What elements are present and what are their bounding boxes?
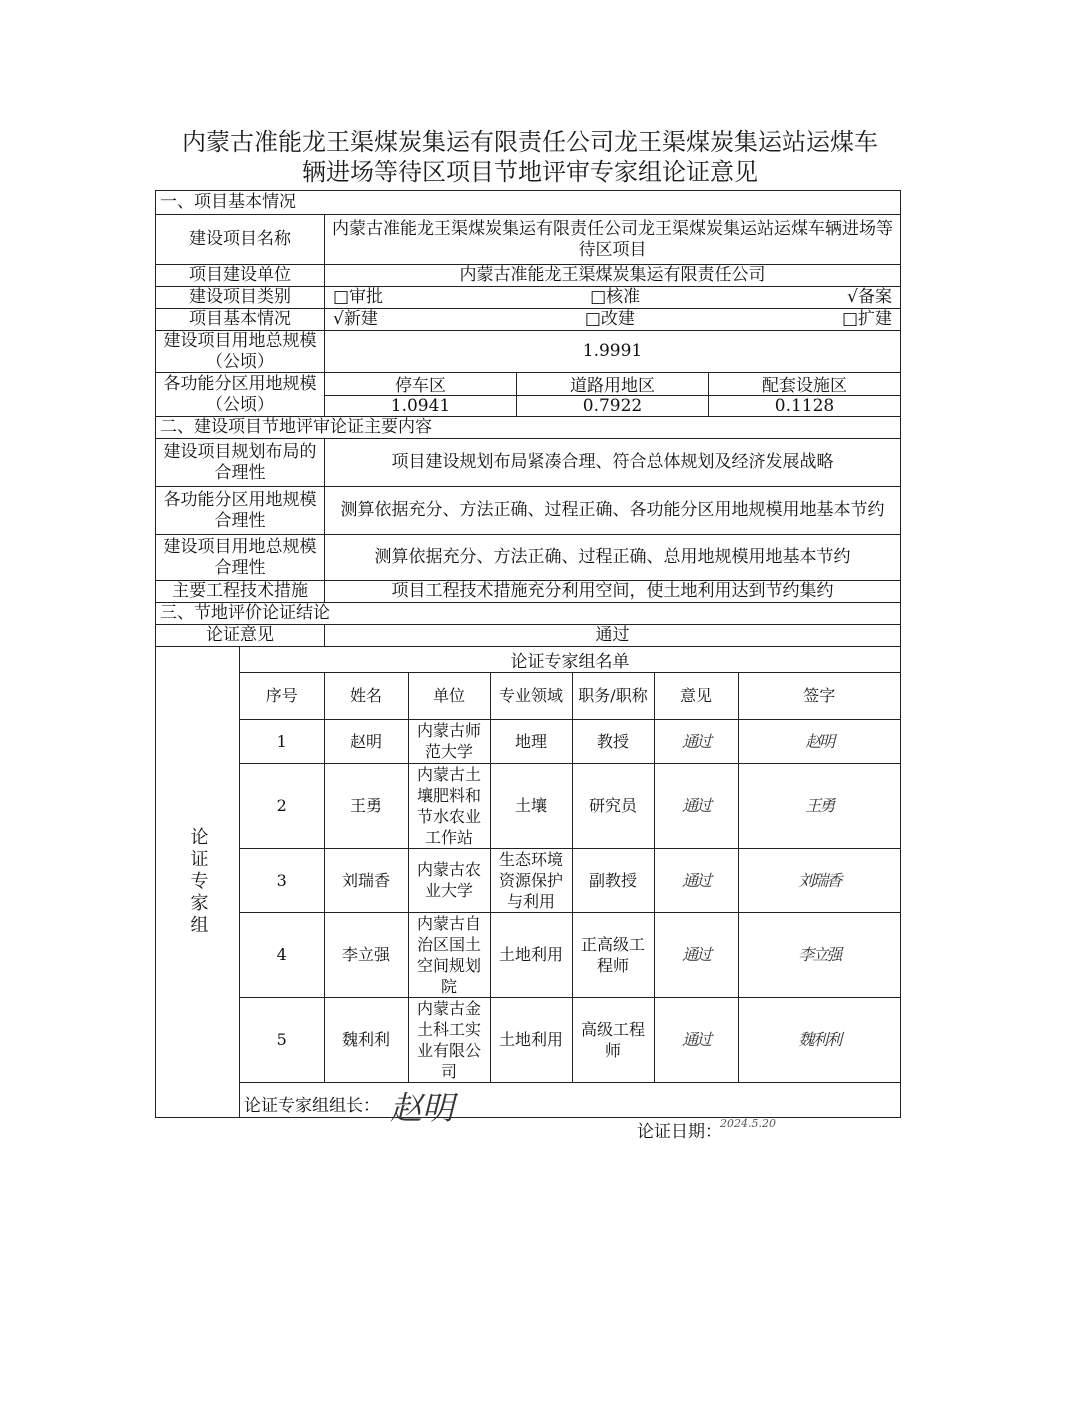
expert-field: 生态环境资源保护与利用	[490, 848, 572, 912]
expert-title: 副教授	[572, 848, 654, 912]
expert-panel-inner	[240, 647, 900, 1142]
expert-signature: 李立强	[738, 912, 900, 997]
section2-heading-row	[155, 416, 901, 438]
expert-unit: 内蒙古自治区国土空间规划院	[408, 912, 490, 997]
review-item-text: 项目建设规划布局紧凑合理、符合总体规划及经济发展战略	[324, 439, 900, 486]
expert-no: 4	[240, 912, 324, 997]
header-cell: 专业领域	[490, 673, 572, 719]
date-value: 2024.5.20	[720, 1116, 776, 1130]
review-form	[155, 190, 901, 1142]
category-row	[155, 286, 901, 308]
expert-signature: 王勇	[738, 763, 900, 848]
zone-column	[708, 373, 900, 416]
section3-heading-row	[155, 602, 901, 624]
expert-opinion-handwritten: 通过	[654, 763, 738, 848]
expert-title: 正高级工程师	[572, 912, 654, 997]
expert-title: 研究员	[572, 763, 654, 848]
zone-value: 0.1128	[709, 395, 900, 417]
expert-opinion-handwritten: 通过	[654, 997, 738, 1082]
status-option-new: √新建	[333, 309, 378, 329]
expert-field: 土壤	[490, 763, 572, 848]
zone-column	[325, 373, 516, 416]
review-item-row	[155, 580, 901, 602]
review-item-label: 各功能分区用地规模合理性	[163, 489, 317, 531]
status-row	[155, 308, 901, 330]
expert-unit: 内蒙古金土科工实业有限公司	[408, 997, 490, 1082]
unit-row	[155, 264, 901, 286]
review-item-text: 测算依据充分、方法正确、过程正确、总用地规模用地基本节约	[324, 535, 900, 580]
zones-label: 各功能分区用地规模（公顷）	[163, 373, 317, 415]
expert-no: 3	[240, 848, 324, 912]
review-item-text: 测算依据充分、方法正确、过程正确、各功能分区用地规模用地基本节约	[324, 487, 900, 534]
document-title	[150, 127, 910, 187]
expert-name: 刘瑞香	[324, 848, 408, 912]
status-label: 项目基本情况	[189, 309, 291, 329]
expert-name: 魏利利	[324, 997, 408, 1082]
expert-field: 土地利用	[490, 997, 572, 1082]
expert-name: 赵明	[324, 719, 408, 763]
expert-field: 地理	[490, 719, 572, 763]
expert-title: 高级工程师	[572, 997, 654, 1082]
header-cell: 意见	[654, 673, 738, 719]
expert-no: 2	[240, 763, 324, 848]
table-row	[240, 763, 900, 848]
table-row	[240, 912, 900, 997]
section2-heading: 二、建设项目节地评审论证主要内容	[160, 417, 432, 437]
zone-name: 配套设施区	[762, 376, 847, 397]
category-option-approval: □审批	[333, 287, 384, 307]
zone-value: 1.0941	[325, 395, 516, 417]
title-line-1: 内蒙古准能龙王渠煤炭集运有限责任公司龙王渠煤炭集运站运煤车	[182, 128, 878, 156]
header-cell: 姓名	[324, 673, 408, 719]
section3-heading: 三、节地评价论证结论	[160, 603, 330, 623]
expert-no: 5	[240, 997, 324, 1082]
opinion-label: 论证意见	[206, 625, 274, 645]
table-row	[240, 997, 900, 1082]
review-item-label: 建设项目用地总规模合理性	[163, 536, 317, 578]
section1-heading: 一、项目基本情况	[160, 192, 296, 212]
expert-table	[240, 673, 900, 1083]
project-name-row	[155, 214, 901, 264]
expert-no: 1	[240, 719, 324, 763]
leader-label: 论证专家组组长：	[244, 1095, 380, 1116]
expert-unit: 内蒙古师范大学	[408, 719, 490, 763]
category-label: 建设项目类别	[189, 287, 291, 307]
expert-signature: 赵明	[738, 719, 900, 763]
review-item-row	[155, 438, 901, 486]
status-option-expand: □扩建	[841, 309, 892, 329]
category-option-record: √备案	[847, 287, 892, 307]
header-cell: 序号	[240, 673, 324, 719]
header-cell: 单位	[408, 673, 490, 719]
expert-opinion-handwritten: 通过	[654, 719, 738, 763]
review-item-label: 主要工程技术措施	[172, 581, 308, 601]
review-item-row	[155, 534, 901, 580]
zone-name: 停车区	[395, 376, 446, 397]
zones-grid	[324, 373, 900, 416]
total-area-value: 1.9991	[324, 331, 900, 372]
zones-row	[155, 372, 901, 416]
section1-heading-row	[155, 190, 901, 214]
opinion-value: 通过	[324, 625, 900, 646]
leader-signature: 赵明	[390, 1088, 455, 1127]
category-option-verify: □核准	[590, 287, 641, 307]
expert-footer	[240, 1083, 900, 1143]
total-area-label: 建设项目用地总规模（公顷）	[163, 331, 317, 372]
expert-list-title: 论证专家组名单	[240, 647, 900, 673]
title-line-2: 辆进场等待区项目节地评审专家组论证意见	[302, 158, 758, 186]
status-options	[324, 309, 900, 330]
expert-signature: 刘瑞香	[738, 848, 900, 912]
expert-opinion-handwritten: 通过	[654, 912, 738, 997]
expert-unit: 内蒙古土壤肥料和节水农业工作站	[408, 763, 490, 848]
expert-unit: 内蒙古农业大学	[408, 848, 490, 912]
unit-value: 内蒙古准能龙王渠煤炭集运有限责任公司	[324, 265, 900, 286]
expert-name: 王勇	[324, 763, 408, 848]
header-cell: 职务/职称	[572, 673, 654, 719]
expert-table-header	[240, 673, 900, 719]
expert-opinion-handwritten: 通过	[654, 848, 738, 912]
total-area-row	[155, 330, 901, 372]
expert-panel	[155, 646, 901, 1142]
table-row	[240, 848, 900, 912]
expert-title: 教授	[572, 719, 654, 763]
review-item-text: 项目工程技术措施充分利用空间，使土地利用达到节约集约	[324, 581, 900, 602]
project-name-label: 建设项目名称	[189, 229, 291, 249]
expert-signature: 魏利利	[738, 997, 900, 1082]
table-row	[240, 719, 900, 763]
review-item-label: 建设项目规划布局的合理性	[163, 441, 317, 483]
expert-name: 李立强	[324, 912, 408, 997]
zone-column	[516, 373, 708, 416]
project-name-value: 内蒙古准能龙王渠煤炭集运有限责任公司龙王渠煤炭集运站运煤车辆进场等待区项目	[324, 215, 900, 264]
expert-field: 土地利用	[490, 912, 572, 997]
review-item-row	[155, 486, 901, 534]
zone-value: 0.7922	[517, 395, 708, 417]
expert-panel-side-label: 论证专家组	[156, 647, 240, 1117]
unit-label: 项目建设单位	[189, 265, 291, 285]
status-option-rebuild: □改建	[584, 309, 635, 329]
zone-name: 道路用地区	[570, 376, 655, 397]
date-label: 论证日期：	[637, 1121, 722, 1142]
category-options	[324, 287, 900, 308]
opinion-row	[155, 624, 901, 646]
header-cell: 签字	[738, 673, 900, 719]
